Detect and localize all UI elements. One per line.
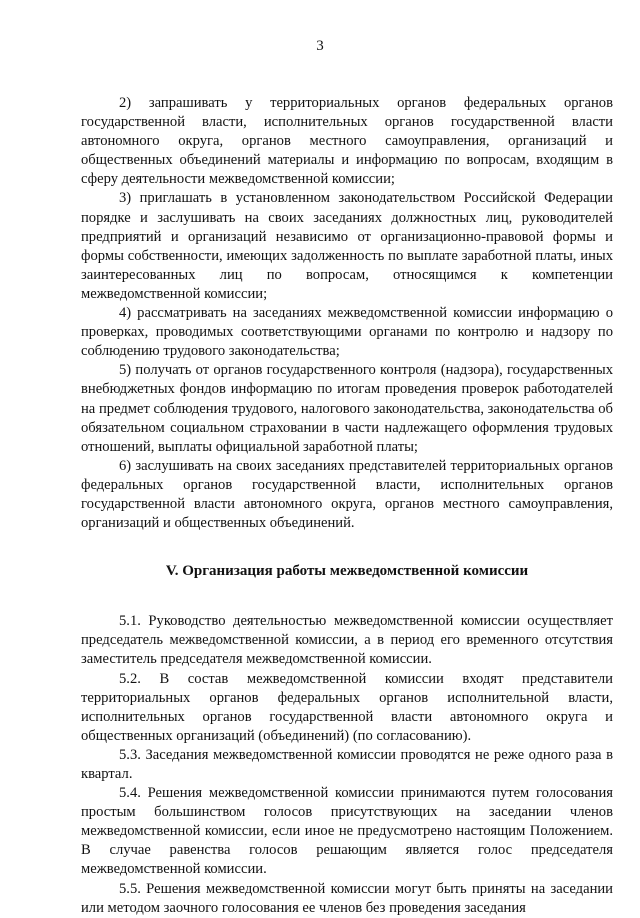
section-item: 5.1. Руководство деятельностью межведомственной комиссии осуществляет председатель межведомственной комиссии, а в период его временного отсутствия заместитель председателя межведомственной комиссии. [81, 613, 613, 668]
page-number: 3 [316, 38, 324, 54]
list-item: 4) рассматривать на заседаниях межведомственной комиссии информацию о проверках, проводимых соответствующими органами по контролю и надзору по соблюдению трудового законодательства; [81, 305, 613, 360]
section-title: V. Организация работы межведомственной комиссии [165, 563, 529, 580]
list-item: 6) заслушивать на своих заседаниях представителей территориальных органов федеральных органов государственной власти, исполнительных органов государственной власти автономного округа, органов местного самоуправления, организаций и общественных объединений. [81, 457, 613, 532]
list-item: 2) запрашивать у территориальных органов федеральных органов государственной власти, исполнительных органов государственной власти автономного округа, органов местного самоуправления, организаций и общественных объединений материалы и информацию по вопросам, входящим в сферу деятельности межведомственной комиссии; [81, 95, 613, 188]
section-item: 5.5. Решения межведомственной комиссии могут быть приняты на заседании или методом заочного голосования ее членов без проведения заседания [81, 880, 613, 916]
list-item: 3) приглашать в установленном законодательством Российской Федерации порядке и заслушивать на своих заседаниях должностных лиц, руководителей предприятий и организаций независимо от организационно-правовой формы и формы собственности, имеющих задолженность по выплате заработной платы, иных заинтересованных лиц по вопросам, относящимся к компетенции межведомственной комиссии; [81, 190, 613, 302]
document-body [81, 94, 613, 918]
list-item: 5) получать от органов государственного контроля (надзора), государственных внебюджетных фондов информацию по итогам проведения проверок работодателей на предмет соблюдения трудового, налогового законодательства, законодательства об обязательном социальном страховании в части надлежащего оформления трудовых отношений, выплаты официальной заработной платы; [81, 362, 613, 455]
section-item: 5.2. В состав межведомственной комиссии входят представители территориальных органов федеральных органов исполнительной власти, исполнительных органов государственной власти автономного округа и общественных организаций (объединений) (по согласованию). [81, 670, 613, 744]
section-item: 5.3. Заседания межведомственной комиссии проводятся не реже одного раза в квартал. [81, 746, 613, 782]
section-item: 5.4. Решения межведомственной комиссии принимаются путем голосования простым большинством голосов присутствующих на заседании членов межведомственной комиссии, если иное не предусмотрено настоящим Положением. В случае равенства голосов решающим является голос председателя межведомственной комиссии. [81, 785, 613, 878]
